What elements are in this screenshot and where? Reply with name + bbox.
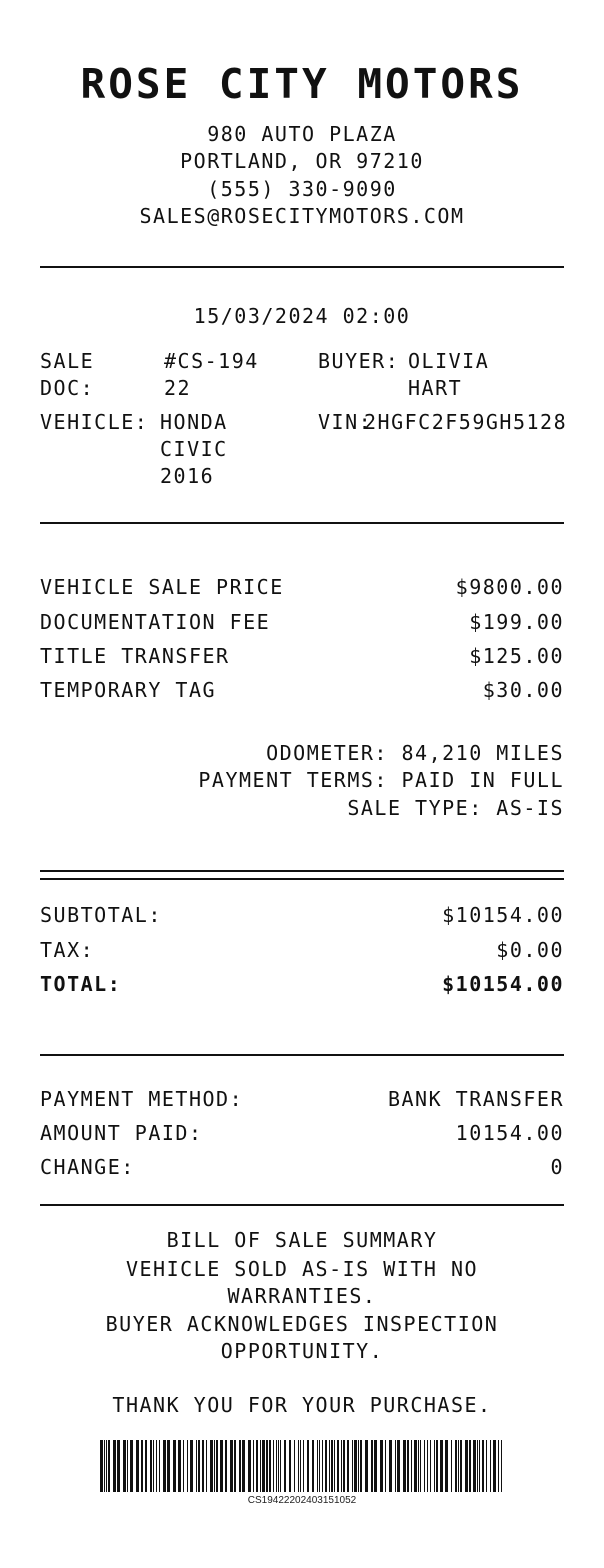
barcode-bar xyxy=(298,1440,299,1492)
barcode-bar xyxy=(360,1440,362,1492)
barcode-bar xyxy=(482,1440,484,1492)
store-email: SALES@ROSECITYMOTORS.COM xyxy=(139,204,465,228)
barcode-bar xyxy=(331,1440,333,1492)
barcode-bar xyxy=(130,1440,133,1492)
barcode-bar xyxy=(479,1440,480,1492)
line-item-label: TEMPORARY TAG xyxy=(40,678,217,702)
barcode-bar xyxy=(273,1440,274,1492)
line-item-amount: $125.00 xyxy=(469,644,564,668)
divider xyxy=(40,1204,564,1206)
barcode-bar xyxy=(269,1440,271,1492)
barcode-bar xyxy=(187,1440,188,1492)
barcode-bar xyxy=(159,1440,160,1492)
payment-terms-note: PAYMENT TERMS: PAID IN FULL xyxy=(198,768,564,792)
amount-paid-label: AMOUNT PAID: xyxy=(40,1121,203,1145)
barcode-bar xyxy=(173,1440,176,1492)
barcode-bar xyxy=(278,1440,279,1492)
sale-doc-label: SALE DOC: xyxy=(40,349,95,400)
barcode-bar xyxy=(365,1440,368,1492)
subtotal-label: SUBTOTAL: xyxy=(40,903,162,927)
barcode-bar xyxy=(284,1440,286,1492)
barcode-bar xyxy=(156,1440,157,1492)
barcode-bar xyxy=(300,1440,301,1492)
barcode-bar xyxy=(266,1440,268,1492)
barcode-bar xyxy=(210,1440,213,1492)
summary-title: BILL OF SALE SUMMARY xyxy=(166,1228,438,1252)
barcode-bar xyxy=(440,1440,443,1492)
barcode-bar xyxy=(206,1440,207,1492)
barcode-bar xyxy=(445,1440,448,1492)
barcode-bar xyxy=(371,1440,373,1492)
store-address-line1: 980 AUTO PLAZA xyxy=(207,122,397,146)
barcode-bar xyxy=(460,1440,462,1492)
barcode-bar xyxy=(411,1440,412,1492)
barcode-bar xyxy=(465,1440,468,1492)
barcode-bar xyxy=(317,1440,318,1492)
barcode-bar xyxy=(380,1440,383,1492)
line-item-amount: $30.00 xyxy=(482,678,564,702)
barcode-bar xyxy=(374,1440,377,1492)
barcode-bar xyxy=(239,1440,241,1492)
barcode-bar xyxy=(319,1440,320,1492)
total-label: TOTAL: xyxy=(40,972,122,996)
barcode-bar xyxy=(430,1440,431,1492)
barcode-bar xyxy=(455,1440,457,1492)
payment-method-label: PAYMENT METHOD: xyxy=(40,1087,244,1111)
barcode-bar xyxy=(196,1440,197,1492)
store-phone: (555) 330-9090 xyxy=(207,177,397,201)
line-item-label: DOCUMENTATION FEE xyxy=(40,610,271,634)
divider xyxy=(40,266,564,268)
barcode-bar xyxy=(123,1440,126,1492)
barcode-bar xyxy=(420,1440,421,1492)
barcode-bar xyxy=(294,1440,295,1492)
barcode-bar xyxy=(100,1440,103,1492)
barcode-bar xyxy=(337,1440,339,1492)
barcode-bar xyxy=(117,1440,120,1492)
barcode-bar xyxy=(352,1440,353,1492)
barcode-bar xyxy=(498,1440,499,1492)
barcode-bar xyxy=(141,1440,143,1492)
barcode-bar xyxy=(150,1440,152,1492)
barcode-bar xyxy=(473,1440,476,1492)
barcode-bar xyxy=(253,1440,254,1492)
barcode-bar xyxy=(397,1440,400,1492)
barcode-bar xyxy=(418,1440,419,1492)
vehicle-label: VEHICLE: xyxy=(40,410,149,434)
odometer-note: ODOMETER: 84,210 MILES xyxy=(266,741,564,765)
barcode-bar xyxy=(178,1440,181,1492)
line-item xyxy=(40,678,564,706)
barcode-bar xyxy=(248,1440,251,1492)
total-value: $10154.00 xyxy=(442,972,564,996)
barcode-bar xyxy=(127,1440,128,1492)
barcode xyxy=(100,1440,504,1492)
total-row xyxy=(40,972,564,1000)
barcode-bar xyxy=(225,1440,227,1492)
barcode-bar xyxy=(329,1440,330,1492)
line-item xyxy=(40,575,564,603)
barcode-bar xyxy=(260,1440,261,1492)
barcode-bar xyxy=(280,1440,281,1492)
barcode-bar xyxy=(167,1440,170,1492)
barcode-bar xyxy=(216,1440,218,1492)
barcode-bar xyxy=(403,1440,406,1492)
barcode-bar xyxy=(434,1440,435,1492)
barcode-bar xyxy=(106,1440,107,1492)
barcode-bar xyxy=(262,1440,265,1492)
change-label: CHANGE: xyxy=(40,1155,135,1179)
change-value: 0 xyxy=(550,1155,564,1179)
barcode-bar xyxy=(307,1440,309,1492)
barcode-bar xyxy=(451,1440,452,1492)
store-address-line2: PORTLAND, OR 97210 xyxy=(180,149,424,173)
thank-you-message: THANK YOU FOR YOUR PURCHASE. xyxy=(112,1393,492,1417)
barcode-bar xyxy=(486,1440,487,1492)
divider xyxy=(40,522,564,524)
subtotal-value: $10154.00 xyxy=(442,903,564,927)
barcode-bar xyxy=(493,1440,496,1492)
barcode-bar xyxy=(358,1440,359,1492)
barcode-bar xyxy=(145,1440,147,1492)
barcode-bar xyxy=(407,1440,409,1492)
barcode-number: CS19422202403151052 xyxy=(247,1495,357,1506)
barcode-bar xyxy=(458,1440,459,1492)
change-row xyxy=(40,1155,564,1183)
barcode-bar xyxy=(276,1440,277,1492)
barcode-bar xyxy=(385,1440,386,1492)
tax-label: TAX: xyxy=(40,938,95,962)
barcode-bar xyxy=(190,1440,193,1492)
sale-type-note: SALE TYPE: AS-IS xyxy=(347,796,564,820)
barcode-bar xyxy=(341,1440,342,1492)
barcode-bar xyxy=(198,1440,200,1492)
barcode-bar xyxy=(347,1440,349,1492)
tax-row xyxy=(40,938,564,966)
line-item-amount: $199.00 xyxy=(469,610,564,634)
barcode-bar xyxy=(322,1440,323,1492)
sale-doc-value: #CS-19422 xyxy=(164,349,259,400)
barcode-bar xyxy=(289,1440,291,1492)
line-item-amount: $9800.00 xyxy=(455,575,564,599)
barcode-bar xyxy=(469,1440,471,1492)
line-item xyxy=(40,610,564,638)
barcode-bar xyxy=(477,1440,478,1492)
buyer-label: BUYER: xyxy=(318,349,400,373)
line-item xyxy=(40,644,564,672)
barcode-bar xyxy=(153,1440,154,1492)
barcode-bar xyxy=(490,1440,491,1492)
payment-method-row xyxy=(40,1087,564,1115)
barcode-bar xyxy=(220,1440,223,1492)
line-item-label: VEHICLE SALE PRICE xyxy=(40,575,284,599)
barcode-bar xyxy=(414,1440,417,1492)
line-item-label: TITLE TRANSFER xyxy=(40,644,230,668)
vehicle-value: HONDA CIVIC 2016 xyxy=(160,410,228,488)
barcode-bar xyxy=(303,1440,304,1492)
barcode-bar xyxy=(136,1440,139,1492)
barcode-bar xyxy=(230,1440,233,1492)
barcode-bar xyxy=(427,1440,428,1492)
double-divider xyxy=(40,870,564,880)
barcode-bar xyxy=(242,1440,245,1492)
barcode-bar xyxy=(104,1440,105,1492)
amount-paid-row xyxy=(40,1121,564,1149)
barcode-bar xyxy=(395,1440,396,1492)
barcode-bar xyxy=(163,1440,166,1492)
barcode-bar xyxy=(436,1440,438,1492)
amount-paid-value: 10154.00 xyxy=(455,1121,564,1145)
buyer-value: OLIVIA HART xyxy=(408,349,490,400)
subtotal-row xyxy=(40,903,564,931)
barcode-bar xyxy=(343,1440,345,1492)
vin-value: 2HGFC2F59GH5128 xyxy=(364,410,568,434)
summary-line1: VEHICLE SOLD AS-IS WITH NO WARRANTIES. xyxy=(125,1257,479,1308)
summary-line2: BUYER ACKNOWLEDGES INSPECTION OPPORTUNITY. xyxy=(105,1312,499,1363)
vin-label: VIN: xyxy=(318,410,373,434)
barcode-bar xyxy=(389,1440,392,1492)
barcode-bar xyxy=(256,1440,258,1492)
barcode-bar xyxy=(312,1440,314,1492)
barcode-bar xyxy=(113,1440,116,1492)
tax-value: $0.00 xyxy=(496,938,564,962)
barcode-bar xyxy=(234,1440,236,1492)
barcode-bar xyxy=(202,1440,204,1492)
payment-method-value: BANK TRANSFER xyxy=(387,1087,564,1111)
barcode-bar xyxy=(108,1440,110,1492)
divider xyxy=(40,1054,564,1056)
barcode-bar xyxy=(501,1440,502,1492)
barcode-bar xyxy=(334,1440,335,1492)
barcode-bar xyxy=(183,1440,184,1492)
barcode-bar xyxy=(214,1440,215,1492)
barcode-bar xyxy=(424,1440,425,1492)
barcode-bar xyxy=(354,1440,357,1492)
sale-datetime: 15/03/2024 02:00 xyxy=(193,304,411,328)
store-name: ROSE CITY MOTORS xyxy=(80,60,524,108)
barcode-bar xyxy=(325,1440,327,1492)
